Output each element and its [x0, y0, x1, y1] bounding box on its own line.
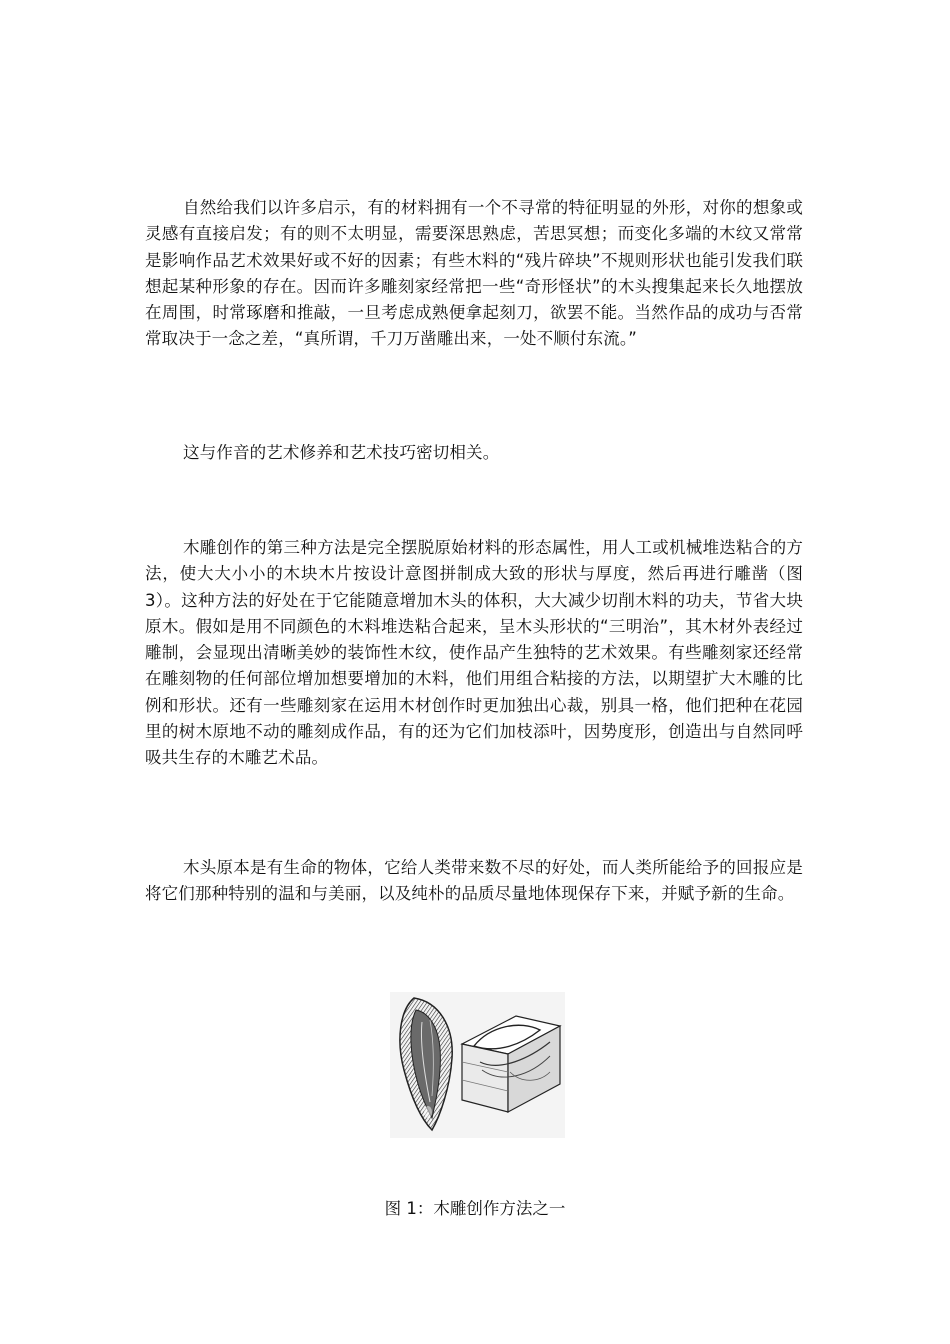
paragraph-1: 自然给我们以许多启示，有的材料拥有一个不寻常的特征明显的外形，对你的想象或灵感有直接启发；有的则不太明显，需要深思熟虑，苦思冥想；而变化多端的木纹又常常是影响作品艺术效果好或不好的因素；有些木料的“残片碎块”不规则形状也能引发我们联想起某种形象的存在。因而许多雕刻家经常把一些“奇形怪状”的木头搜集起来长久地摆放在周围，时常琢磨和推敲，一旦考虑成熟便拿起刻刀，欲罢不能。当然作品的成功与否常常取决于一念之差，“真所谓，千刀万凿雕出来，一处不顺付东流。” [145, 198, 803, 349]
paragraph-4: 木头原本是有生命的物体，它给人类带来数不尽的好处，而人类所能给予的回报应是将它们那种特别的温和与美丽，以及纯朴的品质尽量地体现保存下来，并赋予新的生命。 [145, 858, 803, 904]
wood-carving-figure [390, 992, 565, 1138]
wood-carving-illustration [390, 992, 565, 1138]
figure-caption: 图 1：木雕创作方法之一 [384, 1199, 566, 1218]
paragraph-2: 这与作音的艺术修养和艺术技巧密切相关。 [183, 443, 500, 462]
paragraph-3: 木雕创作的第三种方法是完全摆脱原始材料的形态属性，用人工或机械堆迭粘合的方法，使大大小小的木块木片按设计意图拼制成大致的形状与厚度，然后再进行雕凿（图3）。这种方法的好处在于它能随意增加木头的体积，大大减少切削木料的功夫，节省大块原木。假如是用不同颜色的木料堆迭粘合起来，呈木头形状的“三明治”，其木材外表经过雕制，会显现出清晰美妙的装饰性木纹，使作品产生独特的艺术效果。有些雕刻家还经常在雕刻物的任何部位增加想要增加的木料，他们用组合粘接的方法，以期望扩大木雕的比例和形状。还有一些雕刻家在运用木材创作时更加独出心裁，别具一格，他们把种在花园里的树木原地不动的雕刻成作品，有的还为它们加枝添叶，因势度形，创造出与自然同呼吸共生存的木雕艺术品。 [145, 538, 803, 768]
